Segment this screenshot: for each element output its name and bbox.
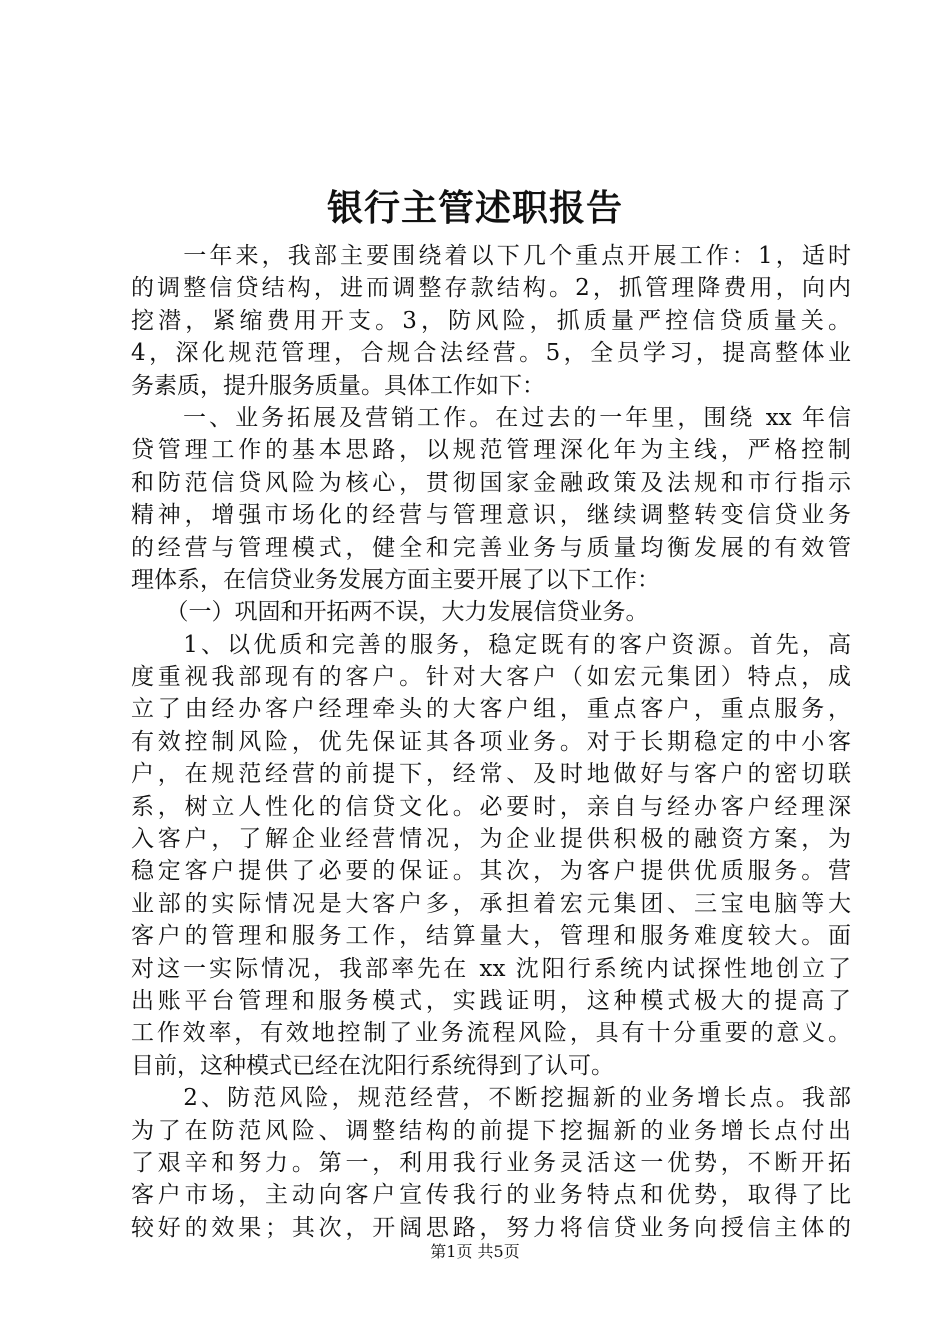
body-text-line: 出账平台管理和服务模式，实践证明，这种模式极大的提高了	[131, 987, 851, 1014]
body-text-line: 有效控制风险，优先保证其各项业务。对于长期稳定的中小客	[131, 728, 851, 755]
body-text-line: 工作效率，有效地控制了业务流程风险，具有十分重要的意义。	[131, 1020, 851, 1047]
body-text-line: 和防范信贷风险为核心，贯彻国家金融政策及法规和市行指示	[131, 469, 851, 496]
body-text-line: 理体系，在信贷业务发展方面主要开展了以下工作：	[131, 566, 660, 593]
body-text-line: 的经营与管理模式，健全和完善业务与质量均衡发展的有效管	[131, 534, 851, 561]
body-text-line: 对这一实际情况，我部率先在 xx 沈阳行系统内试探性地创立了	[131, 955, 851, 982]
body-text-line: 系，树立人性化的信贷文化。必要时，亲自与经办客户经理深	[131, 793, 851, 820]
document-body	[131, 240, 851, 1244]
body-text-line: 度重视我部现有的客户。针对大客户（如宏元集团）特点，成	[131, 664, 851, 691]
page-footer: 第1页 共5页	[430, 1242, 520, 1261]
document-title: 银行主管述职报告	[326, 187, 623, 229]
body-text-line: 一、业务拓展及营销工作。在过去的一年里，围绕 xx 年信	[131, 404, 851, 431]
body-text-line: 为了在防范风险、调整结构的前提下挖掘新的业务增长点付出	[131, 1117, 851, 1144]
body-text-line: 客户市场，主动向客户宣传我行的业务特点和优势，取得了比	[131, 1182, 851, 1209]
body-text-line: 立了由经办客户经理牵头的大客户组，重点客户，重点服务，	[131, 696, 851, 723]
body-text-line: 一年来，我部主要围绕着以下几个重点开展工作：1，适时	[131, 243, 851, 269]
body-text-line: 较好的效果；其次，开阔思路，努力将信贷业务向授信主体的	[131, 1214, 851, 1241]
body-text-line: 贷管理工作的基本思路，以规范管理深化年为主线，严格控制	[131, 437, 851, 464]
body-text-line: 稳定客户提供了必要的保证。其次，为客户提供优质服务。营	[131, 858, 851, 885]
body-text-line: 精神，增强市场化的经营与管理意识，继续调整转变信贷业务	[131, 502, 851, 529]
body-text-line: 了艰辛和努力。第一，利用我行业务灵活这一优势，不断开拓	[131, 1149, 851, 1176]
body-text-line: （一）巩固和开拓两不误，大力发展信贷业务。	[131, 599, 649, 626]
body-text-line: 目前，这种模式已经在沈阳行系统得到了认可。	[131, 1052, 614, 1079]
body-text-line: 入客户，了解企业经营情况，为企业提供积极的融资方案，为	[131, 826, 851, 853]
body-text-line: 的调整信贷结构，进而调整存款结构。2，抓管理降费用，向内	[131, 275, 851, 302]
body-text-line: 挖潜，紧缩费用开支。3，防风险，抓质量严控信贷质量关。	[131, 307, 851, 334]
body-text-line: 客户的管理和服务工作，结算量大，管理和服务难度较大。面	[131, 923, 851, 950]
body-text-line: 务素质，提升服务质量。具体工作如下：	[131, 372, 545, 399]
body-text-line: 4，深化规范管理，合规合法经营。5，全员学习，提高整体业	[131, 340, 851, 367]
body-text-line: 户，在规范经营的前提下，经常、及时地做好与客户的密切联	[131, 761, 851, 788]
body-text-line: 1、以优质和完善的服务，稳定既有的客户资源。首先，高	[131, 631, 851, 658]
body-text-line: 业部的实际情况是大客户多，承担着宏元集团、三宝电脑等大	[131, 890, 851, 917]
body-text-line: 2、防范风险，规范经营，不断挖掘新的业务增长点。我部	[131, 1085, 851, 1112]
